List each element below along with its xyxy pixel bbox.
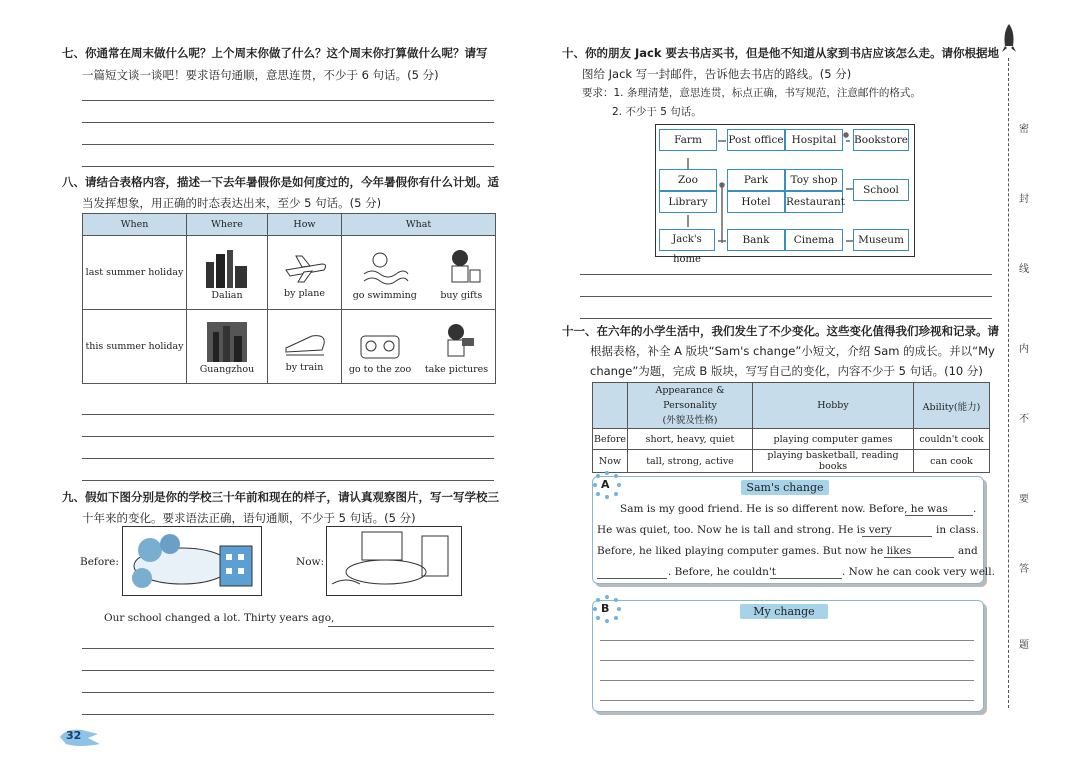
answer-line[interactable] [82, 144, 494, 145]
col-when: When [83, 214, 187, 236]
q11-line1: 十一、在六年的小学生活中，我们发生了不少变化。这些变化值得我们珍视和记录。请 [562, 324, 999, 338]
map-toy-shop: Toy shop [785, 169, 843, 191]
table-row [83, 310, 496, 384]
binding-dashed-line [1008, 58, 1009, 708]
q11-table [592, 382, 990, 473]
q11-line2: 根据表格，补全 A 版块“Sam's change”小短文，介绍 Sam 的成长。并以“My [590, 344, 995, 358]
answer-line[interactable] [600, 700, 974, 701]
period: . [973, 503, 977, 515]
answer-line[interactable] [82, 670, 494, 671]
cell-what: go to the zoo take pictures [342, 310, 496, 384]
q9-line1: 九、假如下图分别是你的学校三十年前和现在的样子，请认真观察图片，写一写学校三 [62, 490, 499, 504]
panel-b-badge: B [601, 602, 610, 615]
map-museum: Museum [853, 229, 909, 251]
camera-girl-icon [434, 322, 480, 362]
swimming-icon [360, 248, 410, 288]
answer-line[interactable] [600, 680, 974, 681]
q7-line2: 一篇短文谈一谈吧！要求语句通顺，意思连贯，不少于 6 句话。(5 分) [82, 68, 439, 82]
answer-line[interactable] [600, 660, 974, 661]
q7-line1: 七、你通常在周末做什么呢？上个周末你做了什么？这个周末你打算做什么呢？请写 [62, 46, 488, 60]
cell-ability: couldn't cook [914, 429, 990, 450]
answer-line[interactable] [82, 714, 494, 715]
city-photo-icon [207, 322, 247, 362]
q11-line3: change”为题，完成 B 版块，写写自己的变化，内容不少于 5 句话。(10 分) [590, 364, 983, 378]
cell-appearance: short, heavy, quiet [628, 429, 753, 450]
answer-line[interactable] [580, 318, 992, 319]
city-skyline-icon [204, 248, 250, 288]
answer-line[interactable] [600, 640, 974, 641]
map-bank: Bank [727, 229, 785, 251]
cell-when: this summer holiday [83, 310, 187, 384]
cell-how: by plane [268, 236, 342, 310]
q10-line1: 十、你的朋友 Jack 要去书店买书，但是他不知道从家到书店应该怎么走。请你根据地 [562, 46, 1000, 60]
map-library: Library [659, 191, 717, 213]
col-what: What [342, 214, 496, 236]
new-school-illustration [326, 526, 462, 596]
side-char: 内 [1019, 344, 1029, 355]
row-label: Before [593, 429, 628, 450]
answer-line[interactable] [82, 648, 494, 649]
map-post-office: Post office [727, 129, 785, 151]
page-number: 32 [66, 729, 82, 742]
row-label: Now [593, 450, 628, 473]
answer-line[interactable] [82, 692, 494, 693]
panel-a-badge: A [601, 478, 610, 491]
answer-line[interactable] [82, 458, 494, 459]
side-char: 答 [1019, 564, 1029, 575]
q10-line2: 图给 Jack 写一封邮件，告诉他去书店的路线。(5 分) [582, 67, 852, 81]
zoo-icon [355, 322, 405, 362]
cell-what: go swimming buy gifts [342, 236, 496, 310]
q10-req2: 2. 不少于 5 句话。 [612, 106, 702, 118]
panel-a-line4: . Before, he couldn't [668, 566, 776, 578]
answer-line[interactable] [82, 122, 494, 123]
map-park: Park [727, 169, 785, 191]
map-restaurant: Restaurant [785, 191, 843, 213]
cell-hobby: playing basketball, reading books [753, 450, 914, 473]
panel-a-title: Sam's change [741, 480, 829, 495]
q8-line2: 当发挥想象，用正确的时态表达出来，至少 5 句话。(5 分) [82, 196, 382, 210]
q9-start-sentence: Our school changed a lot. Thirty years ago, [104, 612, 335, 624]
col-where: Where [187, 214, 268, 236]
map-hospital: Hospital [785, 129, 843, 151]
route-map [655, 124, 915, 265]
cell-where: Guangzhou [187, 310, 268, 384]
before-label: Before: [80, 556, 119, 568]
col-blank [593, 383, 628, 429]
side-char: 不 [1019, 414, 1029, 425]
map-jacks-home: Jack's home [659, 229, 715, 251]
col-ability: Ability(能力) [914, 383, 990, 429]
side-char: 要 [1019, 494, 1029, 505]
now-label: Now: [296, 556, 325, 568]
train-icon [282, 324, 328, 360]
map-cinema: Cinema [785, 229, 843, 251]
map-farm: Farm [659, 129, 717, 151]
answer-line[interactable] [82, 166, 494, 167]
plane-icon [282, 250, 328, 286]
blank-input[interactable] [597, 578, 667, 579]
panel-a-line2: He was quiet, too. Now he is tall and strong. He is very [597, 524, 892, 536]
q10-req1: 要求：1. 条理清楚，意思连贯，标点正确，书写规范，注意邮件的格式。 [582, 87, 921, 99]
answer-line[interactable] [82, 436, 494, 437]
cell-appearance: tall, strong, active [628, 450, 753, 473]
panel-a-line3-end: and [958, 545, 978, 557]
shopping-girl-icon [438, 248, 484, 288]
blank-input[interactable] [905, 515, 973, 516]
answer-line[interactable] [82, 100, 494, 101]
panel-a-line2-end: in class. [936, 524, 980, 536]
blank-input[interactable] [862, 536, 932, 537]
side-char: 封 [1019, 194, 1029, 205]
q8-line1: 八、请结合表格内容，描述一下去年暑假你是如何度过的，今年暑假你有什么计划。适 [62, 175, 499, 189]
side-char: 密 [1019, 124, 1029, 135]
cell-ability: can cook [914, 450, 990, 473]
side-char: 题 [1019, 640, 1029, 651]
cell-hobby: playing computer games [753, 429, 914, 450]
answer-line[interactable] [580, 274, 992, 275]
panel-b-title: My change [740, 604, 828, 619]
map-school: School [853, 179, 909, 201]
q9-line2: 十年来的变化。要求语法正确，语句通顺，不少于 5 句话。(5 分) [82, 511, 416, 525]
blank-input[interactable] [884, 557, 954, 558]
answer-line[interactable] [82, 414, 494, 415]
table-row [593, 450, 990, 473]
q8-table [82, 213, 496, 384]
rocket-icon [1001, 22, 1017, 56]
col-how: How [268, 214, 342, 236]
table-row [83, 236, 496, 310]
old-school-illustration [122, 526, 262, 596]
map-hotel: Hotel [727, 191, 785, 213]
side-char: 线 [1019, 264, 1029, 275]
answer-line[interactable] [580, 296, 992, 297]
col-hobby: Hobby [753, 383, 914, 429]
cell-how: by train [268, 310, 342, 384]
blank-input[interactable] [770, 578, 842, 579]
map-bookstore: Bookstore [853, 129, 909, 151]
map-zoo: Zoo [659, 169, 717, 191]
answer-line[interactable] [328, 626, 494, 627]
cell-where: Dalian [187, 236, 268, 310]
answer-line[interactable] [82, 480, 494, 481]
panel-a-line3: Before, he liked playing computer games. But now he likes [597, 545, 912, 557]
col-appearance: Appearance & Personality (外貌及性格) [628, 383, 753, 429]
cell-when: last summer holiday [83, 236, 187, 310]
panel-a-line4-end: . Now he can cook very well. [842, 566, 995, 578]
panel-a-line1: Sam is my good friend. He is so different now. Before, he was [620, 503, 948, 515]
table-row [593, 429, 990, 450]
